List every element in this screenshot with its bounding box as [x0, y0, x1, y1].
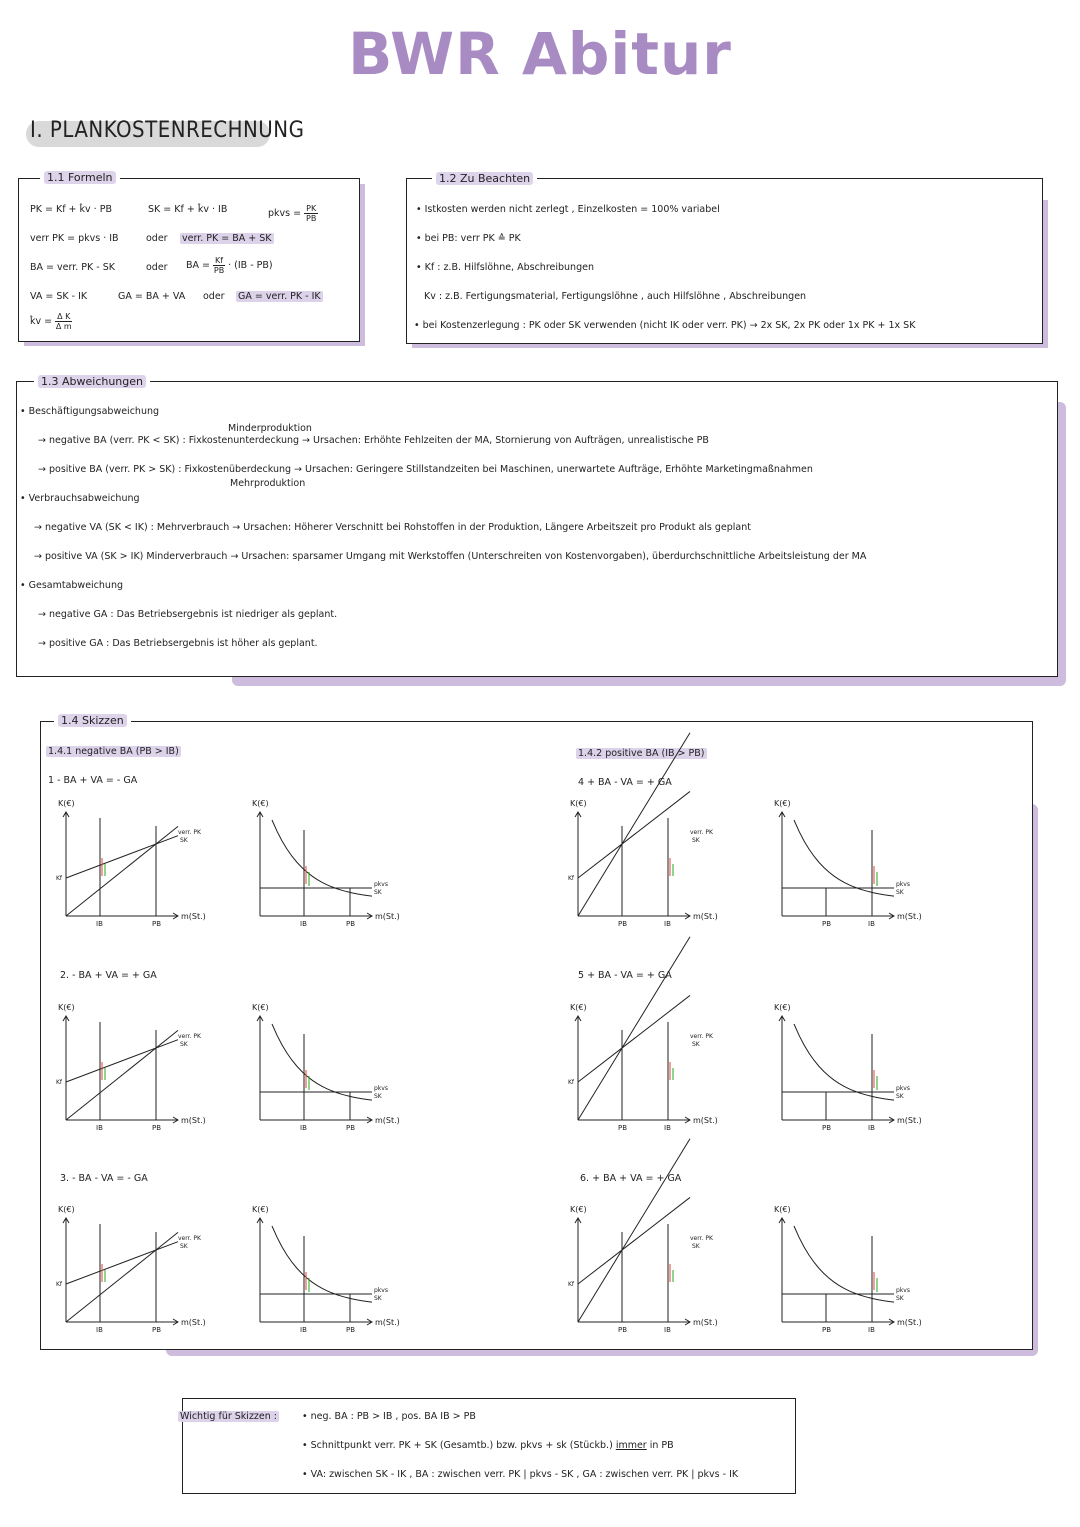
case-4-total-chart-x-label: m(St.) — [693, 912, 718, 921]
case-6-total-chart-verr-pk-label: verr. PK — [690, 1235, 713, 1242]
case-3-label: 3. - BA - VA = - GA — [60, 1173, 148, 1184]
case-6-unit-chart-pkvs-label: pkvs — [896, 1287, 910, 1294]
case-1-unit-chart-pkvs-label: pkvs — [374, 881, 388, 888]
case-2-total-chart-x-label: m(St.) — [181, 1116, 206, 1125]
formeln-tag: 1.1 Formeln — [40, 171, 120, 184]
neg-ba-title: 1.4.1 negative BA (PB > IB) — [48, 746, 179, 757]
page-title: BWR Abitur — [348, 20, 732, 88]
case-2-total-chart-ib-label: IB — [96, 1124, 103, 1132]
case-1-unit-chart-x-label: m(St.) — [375, 912, 400, 921]
case-6-unit-chart-ib-label: IB — [868, 1326, 875, 1334]
case-6-total-chart-x-label: m(St.) — [693, 1318, 718, 1327]
case-4-unit-chart-pb-label: PB — [822, 920, 832, 928]
case-6-label: 6. + BA + VA = + GA — [580, 1173, 682, 1184]
case-3-total-chart-verr-pk-label: verr. PK — [178, 1235, 201, 1242]
case-3-unit-chart-x-label: m(St.) — [375, 1318, 400, 1327]
case-5-unit-chart-y-label: K(€) — [774, 1003, 791, 1012]
case-3-unit-chart-pb-label: PB — [346, 1326, 356, 1334]
case-6-unit-chart-curve — [794, 1226, 894, 1302]
case-2-total-chart-y-label: K(€) — [58, 1003, 75, 1012]
case-4-unit-chart-curve — [794, 820, 894, 896]
case-2-total-chart-sk-label: SK — [180, 1041, 188, 1048]
gesamtabweichung: • Gesamtabweichung — [20, 580, 124, 591]
case-6-total-chart-pb-label: PB — [618, 1326, 628, 1334]
formula-va: VA = SK - IK — [30, 291, 88, 302]
mehrproduktion-label: Mehrproduktion — [230, 478, 306, 489]
case-4-unit-chart-x-label: m(St.) — [897, 912, 922, 921]
case-1-unit-chart-ib-label: IB — [300, 920, 307, 928]
case-4-total-chart-verr-pk-line — [578, 733, 690, 916]
case-1-unit-chart-curve — [272, 820, 372, 896]
case-1-unit-chart-sk-label: SK — [374, 889, 382, 896]
case-1-unit-chart-pb-label: PB — [346, 920, 356, 928]
case-3-total-chart-pb-label: PB — [152, 1326, 162, 1334]
case-5-total-chart-verr-pk-label: verr. PK — [690, 1033, 713, 1040]
case-4-total-chart-kf-label: Kf — [568, 875, 575, 882]
case-5-unit-chart-pkvs-label: pkvs — [896, 1085, 910, 1092]
case-2-total-chart-verr-pk-label: verr. PK — [178, 1033, 201, 1040]
case-3-unit-chart-ib-label: IB — [300, 1326, 307, 1334]
formula-ga: GA = BA + VA — [118, 291, 186, 302]
case-1-total-chart-y-label: K(€) — [58, 799, 75, 808]
case-2-unit-chart-pkvs-label: pkvs — [374, 1085, 388, 1092]
case-6-total-chart-y-label: K(€) — [570, 1205, 587, 1214]
wichtig-item-1: • neg. BA : PB > IB , pos. BA IB > PB — [302, 1411, 476, 1422]
beschaeftigungsabweichung: • Beschäftigungsabweichung — [20, 406, 160, 417]
case-6-total-chart-kf-label: Kf — [568, 1281, 575, 1288]
formula-pkvs: pkvs = $\frac{PK}{PB}$ — [268, 204, 317, 223]
case-6-total-chart-sk-label: SK — [692, 1243, 700, 1250]
case-1-total-chart-ib-label: IB — [96, 920, 103, 928]
section-heading: I. PLANKOSTENRECHNUNG — [30, 118, 305, 143]
case-5-total-chart-ib-label: IB — [664, 1124, 671, 1132]
case-5-label: 5 + BA - VA = + GA — [578, 970, 672, 981]
beachten-item-2: • bei PB: verr PK ≙ PK — [416, 233, 521, 244]
case-5-unit-chart-ib-label: IB — [868, 1124, 875, 1132]
positive-ga-line: → positive GA : Das Betriebsergebnis ist höher als geplant. — [38, 638, 318, 649]
case-2-unit-chart-x-label: m(St.) — [375, 1116, 400, 1125]
case-5-unit-chart-curve — [794, 1024, 894, 1100]
case-4-total-chart-verr-pk-label: verr. PK — [690, 829, 713, 836]
formula-pk: PK = Kf + k̂v · PB — [30, 204, 112, 215]
case-4-unit-chart-pkvs-label: pkvs — [896, 881, 910, 888]
formula-ba: BA = verr. PK - SK — [30, 262, 115, 273]
case-1-total-chart-kf-label: Kf — [56, 875, 63, 882]
negative-ga-line: → negative GA : Das Betriebsergebnis ist niedriger als geplant. — [38, 609, 338, 620]
verbrauchsabweichung: • Verbrauchsabweichung — [20, 493, 140, 504]
case-5-total-chart-pb-label: PB — [618, 1124, 628, 1132]
minderproduktion-label: Minderproduktion — [228, 423, 312, 434]
formula-kv: k̂v = $\frac{\text{Δ K}}{\text{Δ m}}$ — [30, 312, 72, 331]
case-6-total-chart-ib-label: IB — [664, 1326, 671, 1334]
negative-va-line: → negative VA (SK < IK) : Mehrverbrauch → Ursachen: Höherer Verschnitt bei Rohstoffen in der Produktion, Längere Arbeitszeit pro Produkt als geplant — [34, 522, 751, 533]
wichtig-item-3: • VA: zwischen SK - IK , BA : zwischen verr. PK | pkvs - SK , GA : zwischen verr. PK | pkvs - IK — [302, 1469, 739, 1480]
case-1-unit-chart-y-label: K(€) — [252, 799, 269, 808]
beachten-item-3: • Kf : z.B. Hilfslöhne, Abschreibungen — [416, 262, 594, 273]
case-2-label: 2. - BA + VA = + GA — [60, 970, 157, 981]
case-4-total-chart-ib-label: IB — [664, 920, 671, 928]
case-2-total-chart-pb-label: PB — [152, 1124, 162, 1132]
case-6-unit-chart-pb-label: PB — [822, 1326, 832, 1334]
negative-ba-line: → negative BA (verr. PK < SK) : Fixkostenunterdeckung → Ursachen: Erhöhte Fehlzeiten der MA, Stornierung von Aufträgen, unrealistische PB — [38, 435, 709, 446]
case-1-total-chart-verr-pk-label: verr. PK — [178, 829, 201, 836]
case-4-total-chart-y-label: K(€) — [570, 799, 587, 808]
case-5-total-chart-kf-label: Kf — [568, 1079, 575, 1086]
skizzen-tag: 1.4 Skizzen — [54, 714, 131, 727]
case-3-total-chart-sk-label: SK — [180, 1243, 188, 1250]
case-1-total-chart-sk-label: SK — [180, 837, 188, 844]
beachten-item-5: • bei Kostenzerlegung : PK oder SK verwenden (nicht IK oder verr. PK) → 2x SK, 2x PK oder 1x PK + 1x SK — [414, 320, 916, 331]
formula-oder-2: oder — [146, 262, 168, 273]
formula-oder-1: oder — [146, 233, 168, 244]
beachten-item-1: • Istkosten werden nicht zerlegt , Einzelkosten = 100% variabel — [416, 204, 720, 215]
case-4-unit-chart-sk-label: SK — [896, 889, 904, 896]
formula-oder-3: oder — [203, 291, 225, 302]
formula-sk: SK = Kf + k̂v · IB — [148, 204, 228, 215]
case-5-total-chart-sk-label: SK — [692, 1041, 700, 1048]
case-3-unit-chart-pkvs-label: pkvs — [374, 1287, 388, 1294]
case-2-total-chart-kf-label: Kf — [56, 1079, 63, 1086]
abweichungen-tag: 1.3 Abweichungen — [34, 375, 150, 388]
case-2-unit-chart-ib-label: IB — [300, 1124, 307, 1132]
case-4-total-chart-sk-label: SK — [692, 837, 700, 844]
case-1-total-chart-pb-label: PB — [152, 920, 162, 928]
beachten-item-4: Kv : z.B. Fertigungsmaterial, Fertigungslöhne , auch Hilfslöhne , Abschreibungen — [424, 291, 807, 302]
case-1-total-chart-x-label: m(St.) — [181, 912, 206, 921]
case-3-total-chart-x-label: m(St.) — [181, 1318, 206, 1327]
case-3-unit-chart-curve — [272, 1226, 372, 1302]
formula-ba-alt: BA = $\frac{Kf}{PB} \cdot (IB - PB)$ — [186, 256, 273, 275]
case-3-total-chart-kf-label: Kf — [56, 1281, 63, 1288]
case-1-label: 1 - BA + VA = - GA — [48, 775, 138, 786]
case-3-total-chart-y-label: K(€) — [58, 1205, 75, 1214]
case-3-unit-chart-sk-label: SK — [374, 1295, 382, 1302]
case-2-unit-chart-curve — [272, 1024, 372, 1100]
case-6-total-chart-verr-pk-line — [578, 1139, 690, 1322]
formula-ga-alt: GA = verr. PK - IK — [238, 291, 321, 302]
case-6-unit-chart-x-label: m(St.) — [897, 1318, 922, 1327]
formula-verr-pk: verr PK = pkvs · IB — [30, 233, 119, 244]
beachten-tag: 1.2 Zu Beachten — [432, 172, 537, 185]
case-5-unit-chart-x-label: m(St.) — [897, 1116, 922, 1125]
case-5-total-chart-y-label: K(€) — [570, 1003, 587, 1012]
wichtig-label: Wichtig für Skizzen : — [180, 1411, 278, 1422]
case-2-unit-chart-pb-label: PB — [346, 1124, 356, 1132]
case-3-unit-chart-y-label: K(€) — [252, 1205, 269, 1214]
case-4-unit-chart-y-label: K(€) — [774, 799, 791, 808]
case-4-label: 4 + BA - VA = + GA — [578, 777, 672, 788]
case-2-unit-chart-sk-label: SK — [374, 1093, 382, 1100]
case-5-total-chart-verr-pk-line — [578, 937, 690, 1120]
positive-va-line: → positive VA (SK > IK) Minderverbrauch → Ursachen: sparsamer Umgang mit Werkstoffen (Unterschreiten von Kostenvorgaben), überdurchschnittliche Arbeitsleistung der MA — [34, 551, 867, 562]
wichtig-item-2: • Schnittpunkt verr. PK + SK (Gesamtb.) bzw. pkvs + sk (Stückb.) immer in PB — [302, 1440, 674, 1451]
case-5-total-chart-x-label: m(St.) — [693, 1116, 718, 1125]
case-4-total-chart-pb-label: PB — [618, 920, 628, 928]
case-5-unit-chart-pb-label: PB — [822, 1124, 832, 1132]
pos-ba-title: 1.4.2 positive BA (IB > PB) — [578, 748, 705, 759]
case-4-unit-chart-ib-label: IB — [868, 920, 875, 928]
case-6-unit-chart-y-label: K(€) — [774, 1205, 791, 1214]
formula-verr-pk-alt: verr. PK = BA + SK — [182, 233, 272, 244]
case-3-total-chart-ib-label: IB — [96, 1326, 103, 1334]
case-6-unit-chart-sk-label: SK — [896, 1295, 904, 1302]
case-2-unit-chart-y-label: K(€) — [252, 1003, 269, 1012]
positive-ba-line: → positive BA (verr. PK > SK) : Fixkostenüberdeckung → Ursachen: Geringere Stillstandzeiten bei Maschinen, unerwartete Aufträge, Erhöhte Marketingmaßnahmen — [38, 464, 813, 475]
case-5-unit-chart-sk-label: SK — [896, 1093, 904, 1100]
